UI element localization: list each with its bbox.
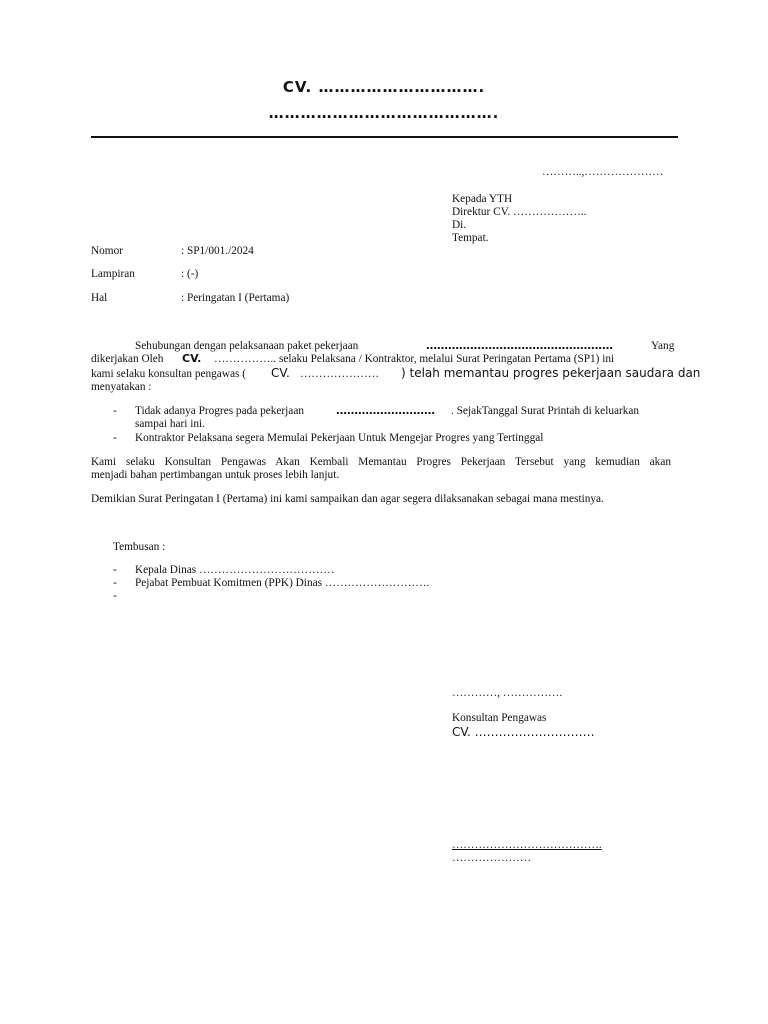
point-1-end: . SejakTanggal Surat Printah di keluarkan [451,405,640,417]
paragraph2-line1: Kami selaku Konsultan Pengawas Akan Kembali Memantau Progres Pekerjaan Tersebut yang kemudian akan [91,456,671,468]
recipient-line1: Kepada YTH [452,193,513,205]
intro-line4: menyatakan : [91,381,152,393]
paragraph2-line2: menjadi bahan pertimbangan untuk proses lebih lanjut. [91,469,340,481]
intro-line2-rest: …………….. selaku Pelaksana / Kontraktor, melalui Surat Peringatan Pertama (SP1) ini [214,353,615,365]
intro-line1-end: Yang [651,340,675,352]
point-1-dots: ……………………… [336,404,435,417]
letterhead-company: CV. …………………………. [282,78,486,96]
meta-label-hal: Hal [91,292,108,304]
meta-value-lampiran: : (-) [181,268,199,280]
point-1-start: Tidak adanya Progres pada pekerjaan [135,405,304,417]
intro-line2-start: dikerjakan Oleh [91,353,164,365]
meta-label-lampiran: Lampiran [91,268,135,280]
tembusan-title: Tembusan : [113,541,166,553]
signature-role: Konsultan Pengawas [452,712,547,724]
intro-line3-dots: ………………… [300,368,380,380]
point-2-dash: - [113,432,117,444]
signature-company: CV. ………………………… [452,725,595,739]
letterhead-address: ……………………………………. [268,104,500,122]
meta-label-nomor: Nomor [91,245,124,257]
recipient-line3: Di. [452,219,467,231]
intro-line1-start: Sehubungan dengan pelaksanaan paket pekerjaan [135,340,359,352]
signature-id-line: ………………… [452,852,532,864]
meta-value-nomor: : SP1/001./2024 [181,245,254,257]
place-date-top: ………..,………………… [542,166,664,178]
intro-line3-start: kami selaku konsultan pengawas ( [91,368,246,380]
header-divider [91,136,678,138]
recipient-line4: Tempat. [452,232,489,244]
tembusan-dash-1: - [113,564,117,576]
point-1-dash: - [113,405,117,417]
intro-line3-end: ) telah memantau progres pekerjaan saudara dan [401,366,701,380]
intro-line1-dots: …………………………………………… [426,339,613,352]
intro-line3-cv: CV. [271,366,290,380]
tembusan-item-2: Pejabat Pembuat Komitmen (PPK) Dinas ………………………. [135,577,430,589]
point-2: Kontraktor Pelaksana segera Memulai Pekerjaan Untuk Mengejar Progres yang Tertinggal [135,432,544,444]
tembusan-dash-3: - [113,590,117,602]
recipient-line2: Direktur CV. ……………….. [452,206,587,218]
tembusan-item-1: Kepala Dinas ……………………………… [135,564,335,576]
point-1-line2: sampai hari ini. [135,418,205,430]
signature-name-line: …………………………………. [452,839,602,851]
meta-value-hal: : Peringatan I (Pertama) [181,292,290,304]
closing-sentence: Demikian Surat Peringatan I (Pertama) ini kami sampaikan dan agar segera dilaksanakan sebagai mana mestinya. [91,493,604,505]
signature-place-date: …………, ……………. [452,687,563,699]
tembusan-dash-2: - [113,577,117,589]
intro-line2-cv: CV. [182,352,202,365]
